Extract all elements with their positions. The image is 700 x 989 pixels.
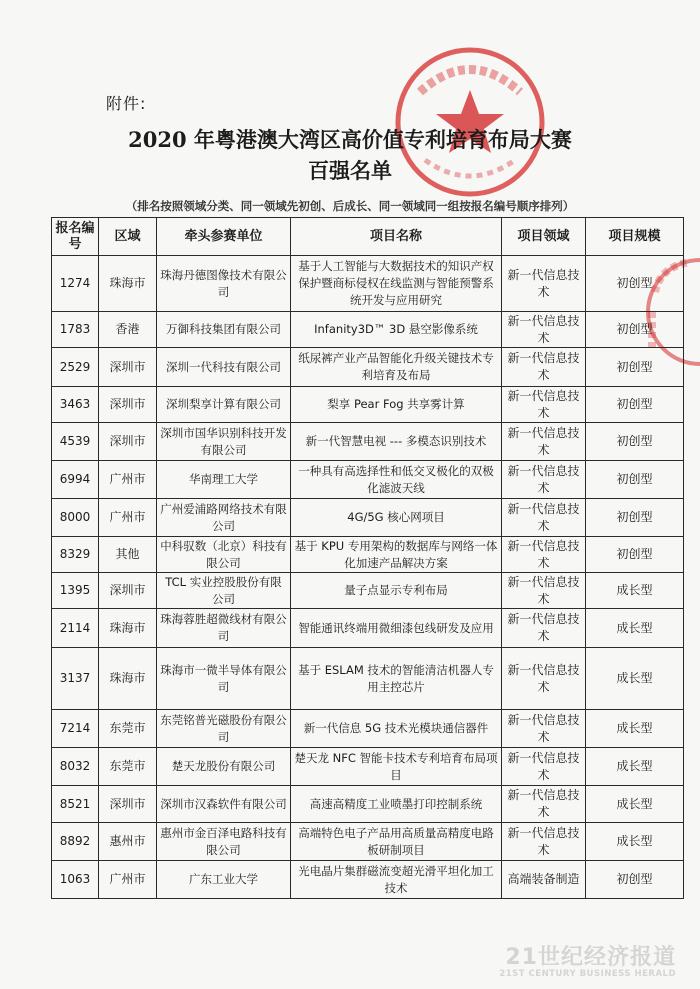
cell-field: 高端装备制造	[502, 861, 586, 899]
ranking-note: （排名按照领域分类、同一领域先初创、后成长、同一领域同一组按报名编号顺序排列）	[125, 199, 575, 213]
cell-scale: 成长型	[586, 648, 684, 710]
cell-unit: 广州爱浦路网络技术有限公司	[157, 499, 291, 537]
cell-region: 深圳市	[99, 348, 157, 387]
cell-field: 新一代信息技术	[502, 710, 586, 748]
table-row	[52, 710, 684, 748]
table-row	[52, 312, 684, 348]
cell-project: 新一代信息 5G 技术光模块通信器件	[291, 710, 502, 748]
cell-region: 东莞市	[99, 710, 157, 748]
cell-region: 香港	[99, 312, 157, 348]
cell-unit: 深圳一代科技有限公司	[157, 348, 291, 387]
cell-region: 广州市	[99, 499, 157, 537]
cell-field: 新一代信息技术	[502, 387, 586, 423]
table-row	[52, 823, 684, 861]
cell-id: 2529	[52, 348, 99, 387]
cell-scale: 成长型	[586, 786, 684, 823]
cell-project: 量子点显示专利布局	[291, 573, 502, 609]
table-row	[52, 609, 684, 648]
cell-field: 新一代信息技术	[502, 537, 586, 573]
cell-unit: 深圳市汉森软件有限公司	[157, 786, 291, 823]
cell-id: 1063	[52, 861, 99, 899]
table-row	[52, 499, 684, 537]
cell-scale: 初创型	[586, 537, 684, 573]
cell-region: 广州市	[99, 861, 157, 899]
header-scale: 项目规模	[586, 218, 684, 256]
cell-scale: 成长型	[586, 823, 684, 861]
cell-scale: 成长型	[586, 710, 684, 748]
cell-project: 高速高精度工业喷墨打印控制系统	[291, 786, 502, 823]
cell-field: 新一代信息技术	[502, 786, 586, 823]
header-field: 项目领域	[502, 218, 586, 256]
cell-region: 惠州市	[99, 823, 157, 861]
cell-id: 1783	[52, 312, 99, 348]
watermark-cn-text: 21世纪经济报道	[505, 945, 676, 970]
cell-field: 新一代信息技术	[502, 609, 586, 648]
table-row	[52, 861, 684, 899]
cell-id: 1274	[52, 256, 99, 312]
cell-region: 珠海市	[99, 648, 157, 710]
cell-id: 8000	[52, 499, 99, 537]
cell-unit: 珠海市一微半导体有限公司	[157, 648, 291, 710]
table-row	[52, 387, 684, 423]
cell-project: 一种具有高选择性和低交叉极化的双极化滤波天线	[291, 461, 502, 499]
cell-project: 高端特色电子产品用高质量高精度电路板研制项目	[291, 823, 502, 861]
cell-project: 基于 KPU 专用架构的数据库与网络一体化加速产品解决方案	[291, 537, 502, 573]
cell-id: 8329	[52, 537, 99, 573]
cell-field: 新一代信息技术	[502, 499, 586, 537]
cell-project: 基于人工智能与大数据技术的知识产权保护暨商标侵权在线监测与智能预警系统开发与应用研究	[291, 256, 502, 312]
document-title: 2020 年粤港澳大湾区高价值专利培育布局大赛	[128, 127, 572, 152]
cell-id: 2114	[52, 609, 99, 648]
cell-id: 8032	[52, 748, 99, 786]
cell-unit: 中科驭数（北京）科技有限公司	[157, 537, 291, 573]
table-row	[52, 786, 684, 823]
cell-unit: 深圳市国华识别科技开发有限公司	[157, 423, 291, 461]
cell-project: 4G/5G 核心网项目	[291, 499, 502, 537]
cell-region: 深圳市	[99, 786, 157, 823]
cell-unit: 楚天龙股份有限公司	[157, 748, 291, 786]
cell-scale: 初创型	[586, 861, 684, 899]
cell-field: 新一代信息技术	[502, 748, 586, 786]
cell-scale: 成长型	[586, 573, 684, 609]
cell-project: 新一代智慧电视 --- 多模态识别技术	[291, 423, 502, 461]
cell-unit: 万御科技集团有限公司	[157, 312, 291, 348]
header-id: 报名编号	[52, 218, 99, 256]
header-region: 区域	[99, 218, 157, 256]
watermark-en-text: 21ST CENTURY BUSINESS HERALD	[499, 969, 676, 979]
cell-id: 3137	[52, 648, 99, 710]
cell-project: 梨享 Pear Fog 共享雾计算	[291, 387, 502, 423]
cell-field: 新一代信息技术	[502, 823, 586, 861]
table-row	[52, 256, 684, 312]
cell-unit: 广东工业大学	[157, 861, 291, 899]
cell-unit: 深圳梨享计算有限公司	[157, 387, 291, 423]
cell-field: 新一代信息技术	[502, 348, 586, 387]
cell-id: 7214	[52, 710, 99, 748]
cell-unit: 东莞铭普光磁股份有限公司	[157, 710, 291, 748]
table-row	[52, 423, 684, 461]
cell-project: 智能通讯终端用微细漆包线研发及应用	[291, 609, 502, 648]
cell-scale: 成长型	[586, 748, 684, 786]
cell-region: 深圳市	[99, 423, 157, 461]
cell-scale: 初创型	[586, 461, 684, 499]
cell-scale: 初创型	[586, 423, 684, 461]
document-subtitle: 百强名单	[308, 158, 392, 183]
cell-scale: 初创型	[586, 312, 684, 348]
cell-region: 珠海市	[99, 609, 157, 648]
header-project: 项目名称	[291, 218, 502, 256]
table-row	[52, 461, 684, 499]
cell-scale: 成长型	[586, 609, 684, 648]
cell-scale: 初创型	[586, 499, 684, 537]
cell-region: 深圳市	[99, 387, 157, 423]
cell-id: 4539	[52, 423, 99, 461]
table-row	[52, 748, 684, 786]
cell-scale: 初创型	[586, 256, 684, 312]
cell-id: 3463	[52, 387, 99, 423]
cell-field: 新一代信息技术	[502, 573, 586, 609]
publisher-watermark	[499, 940, 676, 979]
cell-field: 新一代信息技术	[502, 256, 586, 312]
cell-field: 新一代信息技术	[502, 312, 586, 348]
cell-project: 基于 ESLAM 技术的智能清洁机器人专用主控芯片	[291, 648, 502, 710]
table-header-row	[52, 218, 684, 256]
attachment-label: 附件:	[106, 94, 147, 113]
table-row	[52, 348, 684, 387]
cell-project: 光电晶片集群磁流变超光滑平坦化加工技术	[291, 861, 502, 899]
table-row	[52, 648, 684, 710]
cell-region: 广州市	[99, 461, 157, 499]
cell-scale: 初创型	[586, 348, 684, 387]
cell-unit: 珠海丹德图像技术有限公司	[157, 256, 291, 312]
cell-id: 6994	[52, 461, 99, 499]
cell-id: 1395	[52, 573, 99, 609]
cell-region: 深圳市	[99, 573, 157, 609]
cell-field: 新一代信息技术	[502, 461, 586, 499]
table-row	[52, 537, 684, 573]
cell-id: 8892	[52, 823, 99, 861]
cell-scale: 初创型	[586, 387, 684, 423]
cell-unit: 惠州市金百泽电路科技有限公司	[157, 823, 291, 861]
cell-region: 其他	[99, 537, 157, 573]
cell-field: 新一代信息技术	[502, 423, 586, 461]
header-unit: 牵头参赛单位	[157, 218, 291, 256]
cell-unit: 华南理工大学	[157, 461, 291, 499]
cell-project: 楚天龙 NFC 智能卡技术专利培育布局项目	[291, 748, 502, 786]
cell-project: Infanity3D™ 3D 悬空影像系统	[291, 312, 502, 348]
cell-unit: 珠海蓉胜超微线材有限公司	[157, 609, 291, 648]
cell-id: 8521	[52, 786, 99, 823]
cell-region: 珠海市	[99, 256, 157, 312]
table-row	[52, 573, 684, 609]
cell-field: 新一代信息技术	[502, 648, 586, 710]
top-100-table	[51, 217, 684, 899]
cell-unit: TCL 实业控股股份有限公司	[157, 573, 291, 609]
cell-project: 纸尿裤产业产品智能化升级关键技术专利培育及布局	[291, 348, 502, 387]
cell-region: 东莞市	[99, 748, 157, 786]
